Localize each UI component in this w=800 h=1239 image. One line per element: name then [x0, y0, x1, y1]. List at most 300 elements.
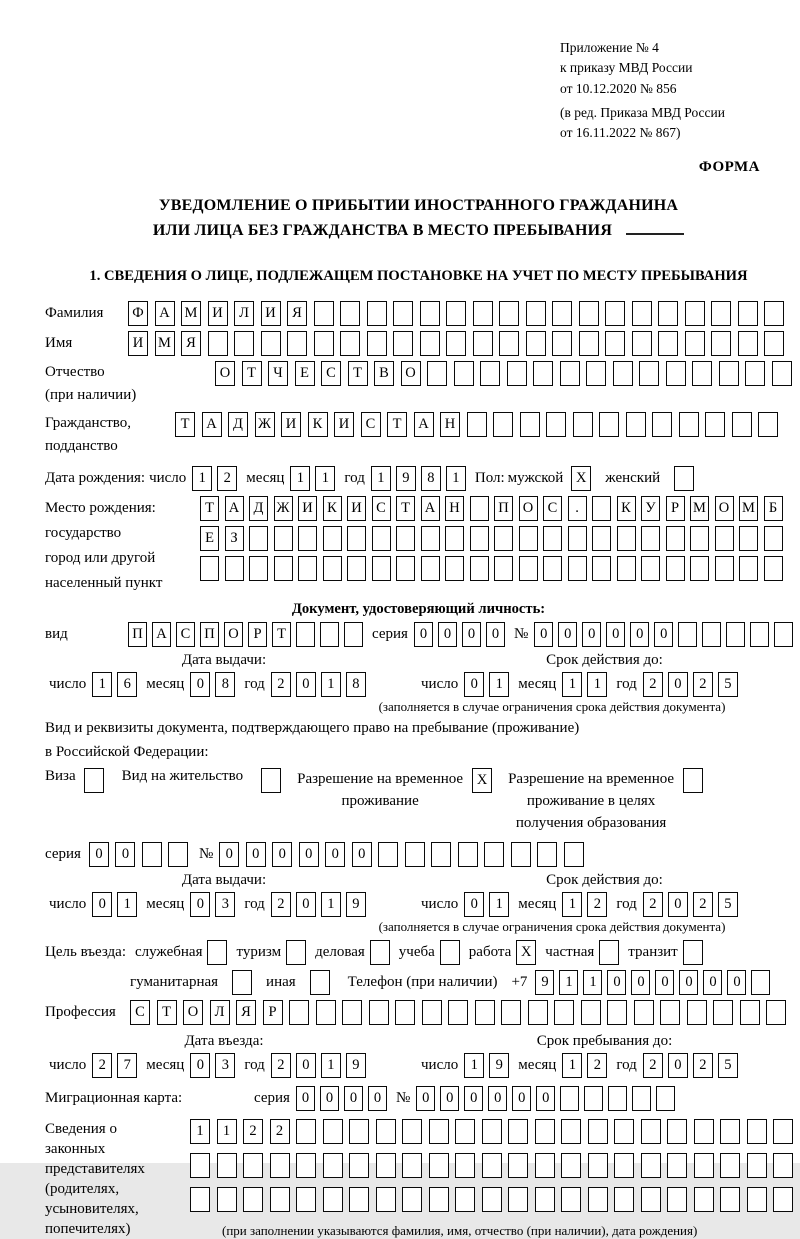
char-cell[interactable] — [751, 970, 770, 995]
char-cell[interactable]: 0 — [89, 842, 109, 867]
char-cell[interactable] — [561, 1187, 581, 1212]
char-cell[interactable] — [405, 842, 425, 867]
char-cell[interactable] — [634, 1000, 654, 1025]
char-cell[interactable] — [667, 1119, 687, 1144]
char-cell[interactable] — [678, 622, 697, 647]
char-cell[interactable]: 0 — [582, 622, 601, 647]
char-cell[interactable] — [584, 1086, 603, 1111]
char-cell[interactable]: Т — [387, 412, 407, 437]
char-cell[interactable]: Ж — [274, 496, 293, 521]
char-cell[interactable] — [274, 526, 293, 551]
char-cell[interactable] — [287, 331, 307, 356]
char-cell[interactable]: З — [225, 526, 244, 551]
char-cell[interactable] — [568, 526, 587, 551]
char-cell[interactable] — [470, 496, 489, 521]
char-cell[interactable] — [641, 526, 660, 551]
char-cell[interactable]: 0 — [219, 842, 239, 867]
char-cell[interactable] — [614, 1153, 634, 1178]
char-cell[interactable] — [560, 361, 580, 386]
char-cell[interactable] — [482, 1153, 502, 1178]
char-cell[interactable]: С — [130, 1000, 150, 1025]
char-cell[interactable]: О — [715, 496, 734, 521]
char-cell[interactable]: Я — [181, 331, 201, 356]
char-cell[interactable] — [298, 526, 317, 551]
char-cell[interactable]: 1 — [321, 1053, 341, 1078]
char-cell[interactable]: И — [298, 496, 317, 521]
char-cell[interactable] — [323, 556, 342, 581]
char-cell[interactable] — [217, 1153, 237, 1178]
char-cell[interactable]: 0 — [703, 970, 722, 995]
char-cell[interactable]: 0 — [296, 1086, 315, 1111]
char-cell[interactable]: 1 — [464, 1053, 484, 1078]
char-cell[interactable] — [340, 331, 360, 356]
char-cell[interactable] — [766, 1000, 786, 1025]
char-cell[interactable] — [546, 412, 566, 437]
checkbox-residence-permit[interactable] — [261, 768, 281, 793]
char-cell[interactable] — [323, 1153, 343, 1178]
char-cell[interactable] — [225, 556, 244, 581]
char-cell[interactable]: Ж — [255, 412, 275, 437]
char-cell[interactable]: С — [543, 496, 562, 521]
char-cell[interactable] — [652, 412, 672, 437]
char-cell[interactable]: Т — [396, 496, 415, 521]
char-cell[interactable]: 1 — [290, 466, 310, 491]
char-cell[interactable] — [599, 412, 619, 437]
char-cell[interactable] — [470, 556, 489, 581]
char-cell[interactable] — [732, 412, 752, 437]
char-cell[interactable] — [421, 526, 440, 551]
char-cell[interactable]: 0 — [486, 622, 505, 647]
char-cell[interactable] — [715, 526, 734, 551]
char-cell[interactable] — [475, 1000, 495, 1025]
char-cell[interactable] — [454, 361, 474, 386]
char-cell[interactable]: И — [261, 301, 281, 326]
checkbox-purpose-business[interactable] — [370, 940, 390, 965]
char-cell[interactable] — [142, 842, 162, 867]
char-cell[interactable]: А — [155, 301, 175, 326]
char-cell[interactable] — [694, 1119, 714, 1144]
char-cell[interactable]: О — [215, 361, 235, 386]
char-cell[interactable] — [422, 1000, 442, 1025]
char-cell[interactable]: 1 — [192, 466, 212, 491]
char-cell[interactable] — [455, 1187, 475, 1212]
char-cell[interactable]: 2 — [271, 892, 291, 917]
char-cell[interactable]: 1 — [559, 970, 578, 995]
char-cell[interactable] — [561, 1119, 581, 1144]
char-cell[interactable] — [535, 1187, 555, 1212]
char-cell[interactable] — [429, 1119, 449, 1144]
char-cell[interactable]: Т — [157, 1000, 177, 1025]
char-cell[interactable] — [378, 842, 398, 867]
char-cell[interactable] — [533, 361, 553, 386]
char-cell[interactable] — [482, 1187, 502, 1212]
checkbox-female[interactable] — [674, 466, 694, 491]
char-cell[interactable]: М — [181, 301, 201, 326]
char-cell[interactable] — [446, 301, 466, 326]
char-cell[interactable] — [641, 1119, 661, 1144]
char-cell[interactable] — [588, 1119, 608, 1144]
char-cell[interactable] — [561, 1153, 581, 1178]
char-cell[interactable] — [772, 361, 792, 386]
char-cell[interactable] — [679, 412, 699, 437]
char-cell[interactable]: П — [494, 496, 513, 521]
char-cell[interactable]: Д — [228, 412, 248, 437]
char-cell[interactable] — [720, 1119, 740, 1144]
char-cell[interactable]: 0 — [414, 622, 433, 647]
char-cell[interactable] — [535, 1119, 555, 1144]
char-cell[interactable] — [526, 301, 546, 326]
char-cell[interactable]: 1 — [92, 672, 112, 697]
char-cell[interactable] — [626, 412, 646, 437]
char-cell[interactable] — [658, 331, 678, 356]
char-cell[interactable]: 2 — [643, 1053, 663, 1078]
char-cell[interactable] — [455, 1119, 475, 1144]
char-cell[interactable] — [543, 526, 562, 551]
char-cell[interactable]: 0 — [558, 622, 577, 647]
char-cell[interactable] — [715, 556, 734, 581]
char-cell[interactable] — [519, 526, 538, 551]
char-cell[interactable] — [190, 1153, 210, 1178]
char-cell[interactable] — [607, 1000, 627, 1025]
checkbox-rvp[interactable]: X — [472, 768, 492, 793]
char-cell[interactable] — [720, 1187, 740, 1212]
char-cell[interactable] — [528, 1000, 548, 1025]
char-cell[interactable] — [581, 1000, 601, 1025]
char-cell[interactable] — [446, 331, 466, 356]
char-cell[interactable]: 0 — [352, 842, 372, 867]
char-cell[interactable]: 1 — [315, 466, 335, 491]
char-cell[interactable]: 0 — [296, 892, 316, 917]
char-cell[interactable] — [520, 412, 540, 437]
char-cell[interactable] — [617, 556, 636, 581]
checkbox-purpose-tourism[interactable] — [286, 940, 306, 965]
char-cell[interactable] — [705, 412, 725, 437]
char-cell[interactable] — [526, 331, 546, 356]
char-cell[interactable]: 0 — [92, 892, 112, 917]
char-cell[interactable] — [666, 361, 686, 386]
char-cell[interactable] — [579, 331, 599, 356]
char-cell[interactable] — [323, 1119, 343, 1144]
char-cell[interactable] — [713, 1000, 733, 1025]
char-cell[interactable] — [393, 331, 413, 356]
char-cell[interactable] — [393, 301, 413, 326]
char-cell[interactable]: 2 — [643, 672, 663, 697]
char-cell[interactable]: 1 — [489, 672, 509, 697]
char-cell[interactable]: Т — [175, 412, 195, 437]
char-cell[interactable]: 2 — [643, 892, 663, 917]
char-cell[interactable] — [641, 1187, 661, 1212]
char-cell[interactable]: 1 — [371, 466, 391, 491]
checkbox-purpose-private[interactable] — [599, 940, 619, 965]
char-cell[interactable]: Ч — [268, 361, 288, 386]
char-cell[interactable] — [750, 622, 769, 647]
char-cell[interactable] — [296, 1187, 316, 1212]
char-cell[interactable] — [372, 556, 391, 581]
char-cell[interactable] — [773, 1153, 793, 1178]
char-cell[interactable]: 1 — [562, 672, 582, 697]
char-cell[interactable] — [376, 1187, 396, 1212]
char-cell[interactable]: 0 — [296, 1053, 316, 1078]
char-cell[interactable]: С — [321, 361, 341, 386]
char-cell[interactable] — [608, 1086, 627, 1111]
char-cell[interactable] — [369, 1000, 389, 1025]
char-cell[interactable] — [420, 301, 440, 326]
char-cell[interactable]: Т — [348, 361, 368, 386]
char-cell[interactable] — [739, 556, 758, 581]
char-cell[interactable] — [429, 1153, 449, 1178]
char-cell[interactable] — [632, 1086, 651, 1111]
char-cell[interactable] — [396, 556, 415, 581]
char-cell[interactable]: 8 — [215, 672, 235, 697]
char-cell[interactable]: 1 — [489, 892, 509, 917]
char-cell[interactable]: О — [401, 361, 421, 386]
char-cell[interactable] — [480, 361, 500, 386]
char-cell[interactable]: А — [421, 496, 440, 521]
char-cell[interactable]: 0 — [272, 842, 292, 867]
char-cell[interactable] — [690, 526, 709, 551]
char-cell[interactable]: 0 — [464, 892, 484, 917]
char-cell[interactable]: 9 — [396, 466, 416, 491]
char-cell[interactable] — [552, 331, 572, 356]
char-cell[interactable]: О — [224, 622, 243, 647]
char-cell[interactable] — [745, 361, 765, 386]
char-cell[interactable] — [395, 1000, 415, 1025]
char-cell[interactable]: 0 — [190, 672, 210, 697]
char-cell[interactable] — [747, 1187, 767, 1212]
char-cell[interactable] — [347, 526, 366, 551]
checkbox-purpose-official[interactable] — [207, 940, 227, 965]
char-cell[interactable]: М — [739, 496, 758, 521]
char-cell[interactable]: Т — [242, 361, 262, 386]
char-cell[interactable] — [592, 496, 611, 521]
char-cell[interactable] — [764, 331, 784, 356]
char-cell[interactable] — [501, 1000, 521, 1025]
char-cell[interactable] — [168, 842, 188, 867]
char-cell[interactable] — [396, 526, 415, 551]
char-cell[interactable]: Т — [200, 496, 219, 521]
char-cell[interactable]: 5 — [718, 672, 738, 697]
checkbox-purpose-work[interactable]: X — [516, 940, 536, 965]
char-cell[interactable] — [455, 1153, 475, 1178]
char-cell[interactable] — [579, 301, 599, 326]
char-cell[interactable] — [740, 1000, 760, 1025]
char-cell[interactable] — [445, 556, 464, 581]
char-cell[interactable] — [738, 331, 758, 356]
char-cell[interactable]: 0 — [607, 970, 626, 995]
char-cell[interactable]: М — [155, 331, 175, 356]
char-cell[interactable]: 2 — [587, 1053, 607, 1078]
char-cell[interactable]: 0 — [438, 622, 457, 647]
char-cell[interactable]: 1 — [446, 466, 466, 491]
checkbox-purpose-transit[interactable] — [683, 940, 703, 965]
char-cell[interactable] — [774, 622, 793, 647]
checkbox-visa[interactable] — [84, 768, 104, 793]
char-cell[interactable]: 2 — [271, 1053, 291, 1078]
char-cell[interactable] — [200, 556, 219, 581]
char-cell[interactable] — [685, 331, 705, 356]
char-cell[interactable]: Р — [248, 622, 267, 647]
char-cell[interactable] — [656, 1086, 675, 1111]
char-cell[interactable]: . — [568, 496, 587, 521]
char-cell[interactable]: 0 — [655, 970, 674, 995]
char-cell[interactable] — [554, 1000, 574, 1025]
char-cell[interactable]: 0 — [654, 622, 673, 647]
char-cell[interactable] — [296, 622, 315, 647]
char-cell[interactable] — [508, 1119, 528, 1144]
char-cell[interactable]: Н — [440, 412, 460, 437]
char-cell[interactable]: 0 — [440, 1086, 459, 1111]
char-cell[interactable] — [349, 1187, 369, 1212]
char-cell[interactable] — [773, 1187, 793, 1212]
char-cell[interactable]: П — [128, 622, 147, 647]
char-cell[interactable] — [298, 556, 317, 581]
char-cell[interactable] — [747, 1119, 767, 1144]
char-cell[interactable] — [605, 331, 625, 356]
char-cell[interactable] — [270, 1153, 290, 1178]
char-cell[interactable]: У — [641, 496, 660, 521]
char-cell[interactable] — [758, 412, 778, 437]
char-cell[interactable]: 0 — [668, 672, 688, 697]
char-cell[interactable] — [421, 556, 440, 581]
char-cell[interactable]: А — [225, 496, 244, 521]
char-cell[interactable]: Р — [666, 496, 685, 521]
char-cell[interactable] — [323, 526, 342, 551]
char-cell[interactable]: 1 — [321, 672, 341, 697]
char-cell[interactable] — [190, 1187, 210, 1212]
char-cell[interactable]: 0 — [727, 970, 746, 995]
char-cell[interactable] — [349, 1153, 369, 1178]
char-cell[interactable]: 0 — [488, 1086, 507, 1111]
char-cell[interactable] — [467, 412, 487, 437]
char-cell[interactable] — [764, 556, 783, 581]
char-cell[interactable]: 0 — [320, 1086, 339, 1111]
char-cell[interactable] — [605, 301, 625, 326]
char-cell[interactable] — [667, 1187, 687, 1212]
char-cell[interactable]: 0 — [296, 672, 316, 697]
char-cell[interactable]: 0 — [115, 842, 135, 867]
char-cell[interactable]: 0 — [668, 892, 688, 917]
char-cell[interactable] — [564, 842, 584, 867]
char-cell[interactable]: 9 — [489, 1053, 509, 1078]
char-cell[interactable]: 0 — [512, 1086, 531, 1111]
char-cell[interactable] — [494, 556, 513, 581]
char-cell[interactable] — [687, 1000, 707, 1025]
char-cell[interactable] — [666, 556, 685, 581]
char-cell[interactable]: Л — [234, 301, 254, 326]
char-cell[interactable] — [482, 1119, 502, 1144]
char-cell[interactable]: 1 — [217, 1119, 237, 1144]
char-cell[interactable]: А — [202, 412, 222, 437]
char-cell[interactable]: 8 — [346, 672, 366, 697]
char-cell[interactable]: 0 — [368, 1086, 387, 1111]
char-cell[interactable]: М — [690, 496, 709, 521]
char-cell[interactable]: Б — [764, 496, 783, 521]
char-cell[interactable] — [773, 1119, 793, 1144]
char-cell[interactable] — [234, 331, 254, 356]
char-cell[interactable]: 1 — [587, 672, 607, 697]
char-cell[interactable]: 9 — [535, 970, 554, 995]
char-cell[interactable]: Я — [236, 1000, 256, 1025]
char-cell[interactable] — [429, 1187, 449, 1212]
char-cell[interactable] — [208, 331, 228, 356]
char-cell[interactable]: 9 — [346, 1053, 366, 1078]
char-cell[interactable] — [632, 331, 652, 356]
char-cell[interactable] — [592, 526, 611, 551]
char-cell[interactable] — [588, 1187, 608, 1212]
char-cell[interactable] — [711, 331, 731, 356]
char-cell[interactable]: И — [208, 301, 228, 326]
char-cell[interactable]: 0 — [190, 1053, 210, 1078]
char-cell[interactable]: А — [414, 412, 434, 437]
char-cell[interactable]: Т — [272, 622, 291, 647]
char-cell[interactable]: 0 — [416, 1086, 435, 1111]
char-cell[interactable]: 6 — [117, 672, 137, 697]
char-cell[interactable]: 0 — [631, 970, 650, 995]
char-cell[interactable] — [660, 1000, 680, 1025]
char-cell[interactable] — [349, 1119, 369, 1144]
char-cell[interactable] — [367, 331, 387, 356]
char-cell[interactable] — [243, 1153, 263, 1178]
char-cell[interactable]: 2 — [92, 1053, 112, 1078]
char-cell[interactable]: 2 — [693, 1053, 713, 1078]
char-cell[interactable]: О — [519, 496, 538, 521]
char-cell[interactable] — [270, 1187, 290, 1212]
char-cell[interactable]: С — [361, 412, 381, 437]
char-cell[interactable] — [402, 1153, 422, 1178]
char-cell[interactable] — [243, 1187, 263, 1212]
char-cell[interactable] — [431, 842, 451, 867]
char-cell[interactable] — [347, 556, 366, 581]
char-cell[interactable] — [448, 1000, 468, 1025]
checkbox-purpose-study[interactable] — [440, 940, 460, 965]
char-cell[interactable] — [552, 301, 572, 326]
char-cell[interactable] — [667, 1153, 687, 1178]
char-cell[interactable]: О — [183, 1000, 203, 1025]
char-cell[interactable]: Ф — [128, 301, 148, 326]
char-cell[interactable]: Л — [210, 1000, 230, 1025]
char-cell[interactable] — [588, 1153, 608, 1178]
char-cell[interactable] — [314, 331, 334, 356]
char-cell[interactable] — [473, 331, 493, 356]
char-cell[interactable] — [367, 301, 387, 326]
char-cell[interactable] — [641, 1153, 661, 1178]
char-cell[interactable]: П — [200, 622, 219, 647]
char-cell[interactable]: 0 — [464, 1086, 483, 1111]
char-cell[interactable] — [296, 1153, 316, 1178]
char-cell[interactable] — [586, 361, 606, 386]
char-cell[interactable]: 0 — [299, 842, 319, 867]
char-cell[interactable]: 2 — [271, 672, 291, 697]
char-cell[interactable]: 0 — [534, 622, 553, 647]
char-cell[interactable] — [323, 1187, 343, 1212]
char-cell[interactable]: 1 — [190, 1119, 210, 1144]
char-cell[interactable] — [739, 526, 758, 551]
char-cell[interactable] — [274, 556, 293, 581]
char-cell[interactable] — [720, 1153, 740, 1178]
char-cell[interactable] — [702, 622, 721, 647]
char-cell[interactable] — [747, 1153, 767, 1178]
char-cell[interactable] — [692, 361, 712, 386]
char-cell[interactable] — [470, 526, 489, 551]
char-cell[interactable] — [484, 842, 504, 867]
char-cell[interactable]: 0 — [246, 842, 266, 867]
char-cell[interactable]: 7 — [117, 1053, 137, 1078]
char-cell[interactable] — [519, 556, 538, 581]
char-cell[interactable] — [249, 526, 268, 551]
char-cell[interactable] — [508, 1187, 528, 1212]
char-cell[interactable]: И — [281, 412, 301, 437]
char-cell[interactable] — [458, 842, 478, 867]
